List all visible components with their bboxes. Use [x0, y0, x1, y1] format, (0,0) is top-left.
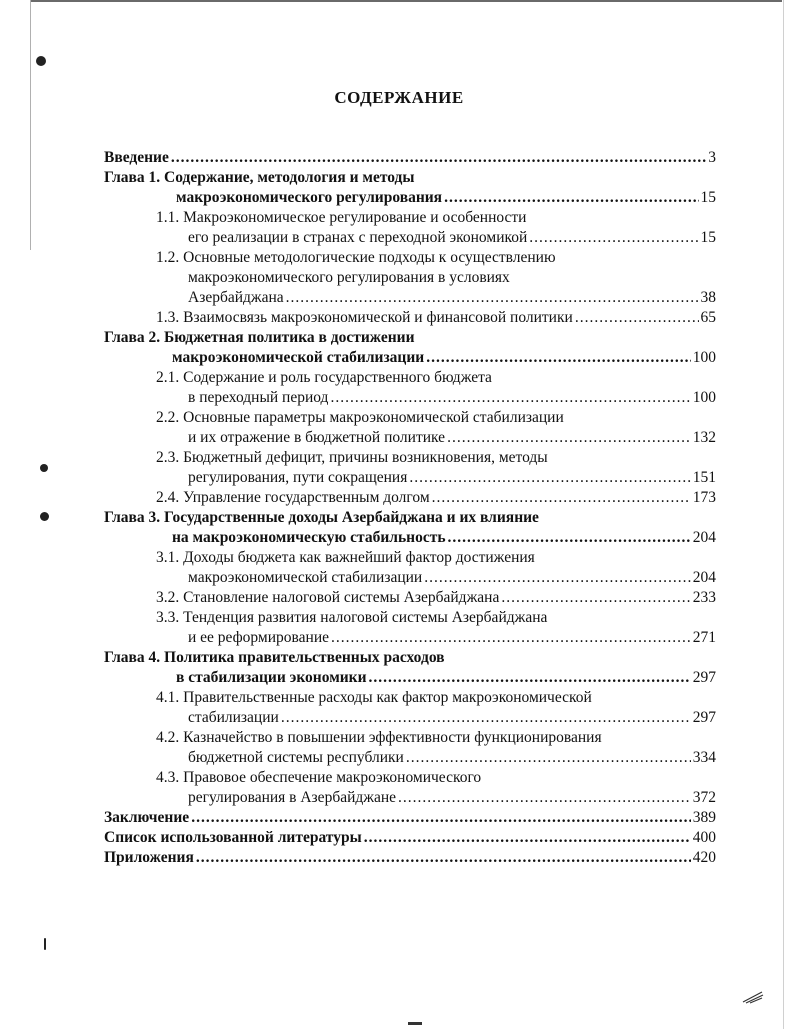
dot-leader: [281, 708, 691, 728]
scan-speck: [40, 464, 48, 472]
dot-leader: [398, 788, 691, 808]
dot-leader: [409, 468, 690, 488]
toc-chapter-4[interactable]: [176, 668, 716, 688]
toc-section-3-3[interactable]: [188, 628, 716, 648]
toc-section-4-3-line1: 4.3. Правовое обеспечение макроэкономического: [156, 769, 482, 786]
toc-section-1-2[interactable]: [188, 288, 716, 308]
toc-page-number: 3: [708, 149, 716, 166]
toc-chapter-3[interactable]: [172, 528, 716, 548]
toc-entry-label: бюджетной системы республики: [188, 749, 404, 766]
toc-section-1-1[interactable]: [188, 228, 716, 248]
toc-entry-label: в переходный период: [188, 389, 329, 406]
toc-section-4-2[interactable]: [188, 748, 716, 768]
toc-section-1-2-line2: макроэкономического регулирования в условиях: [188, 269, 510, 286]
toc-page-number: 389: [692, 809, 716, 826]
scan-mark-bottom: [408, 1022, 422, 1025]
toc-entry-label: стабилизации: [188, 709, 279, 726]
toc-entry-label: макроэкономической стабилизации: [188, 569, 423, 586]
toc-page-number: 271: [692, 629, 716, 646]
toc-entry-label: Введение: [104, 149, 169, 166]
toc-entry-label: 3.2. Становление налоговой системы Азербайджана: [156, 589, 500, 606]
toc-section-2-3[interactable]: [188, 468, 716, 488]
toc-page-number: 420: [692, 849, 716, 866]
toc-entry-label: макроэкономического регулирования: [176, 189, 443, 206]
toc-entry-label: макроэкономической стабилизации: [172, 349, 425, 366]
toc-entry-label: Список использованной литературы: [104, 829, 362, 846]
toc-section-3-1[interactable]: [188, 568, 716, 588]
toc-page-number: 65: [700, 309, 716, 326]
toc-page-number: 100: [692, 389, 716, 406]
dot-leader: [432, 488, 691, 508]
page-title: СОДЕРЖАНИЕ: [334, 88, 464, 107]
scan-speck: [44, 938, 46, 950]
toc-page-number: 15: [700, 189, 716, 206]
toc-entry-label: 2.4. Управление государственным долгом: [156, 489, 430, 506]
toc-section-1-1-line1: 1.1. Макроэкономическое регулирование и особенности: [156, 209, 527, 226]
toc-chapter-1[interactable]: [176, 188, 716, 208]
toc-section-2-1-line1: 2.1. Содержание и роль государственного бюджета: [156, 369, 492, 386]
dot-leader: [444, 188, 698, 208]
toc-page-number: 233: [692, 589, 716, 606]
toc-section-3-1-line1: 3.1. Доходы бюджета как важнейший фактор достижения: [156, 549, 535, 566]
toc-page-number: 297: [692, 709, 716, 726]
toc-chapter-4-line1: Глава 4. Политика правительственных расходов: [104, 649, 445, 666]
toc-page-number: 204: [692, 569, 716, 586]
toc-chapter-3-line1: Глава 3. Государственные доходы Азербайджана и их влияние: [104, 509, 539, 526]
dot-leader: [447, 428, 691, 448]
scan-edge-top: [30, 0, 782, 2]
toc-section-2-3-line1: 2.3. Бюджетный дефицит, причины возникновения, методы: [156, 449, 548, 466]
toc-entry-label: в стабилизации экономики: [176, 669, 367, 686]
toc-section-2-1[interactable]: [188, 388, 716, 408]
dot-leader: [501, 588, 690, 608]
toc-entry-label: Азербайджана: [188, 289, 284, 306]
toc-page-number: 100: [692, 349, 716, 366]
toc-section-1-2-line1: 1.2. Основные методологические подходы к осуществлению: [156, 249, 556, 266]
dot-leader: [171, 148, 706, 168]
toc-entry-literature[interactable]: [104, 828, 716, 848]
toc-chapter-2[interactable]: [172, 348, 716, 368]
scan-speck: [40, 512, 49, 521]
dot-leader: [330, 388, 690, 408]
toc-page-number: 151: [692, 469, 716, 486]
toc-page-number: 400: [692, 829, 716, 846]
toc-entry-intro[interactable]: [104, 148, 716, 168]
toc-section-4-3[interactable]: [188, 788, 716, 808]
toc-section-4-2-line1: 4.2. Казначейство в повышении эффективности функционирования: [156, 729, 602, 746]
toc-section-2-2[interactable]: [188, 428, 716, 448]
toc-page-number: 15: [700, 229, 716, 246]
toc-section-3-3-line1: 3.3. Тенденция развития налоговой системы Азербайджана: [156, 609, 548, 626]
toc-section-4-1[interactable]: [188, 708, 716, 728]
dot-leader: [369, 668, 691, 688]
dot-leader: [331, 628, 691, 648]
toc-chapter-1-line1: Глава 1. Содержание, методология и методы: [104, 169, 415, 186]
toc-entry-conclusion[interactable]: [104, 808, 716, 828]
toc-section-3-2[interactable]: [156, 588, 716, 608]
dot-leader: [286, 288, 699, 308]
toc-page-number: 334: [692, 749, 716, 766]
toc-section-4-1-line1: 4.1. Правительственные расходы как фактор макроэкономической: [156, 689, 592, 706]
toc-page-number: 204: [692, 529, 716, 546]
toc-page-number: 173: [692, 489, 716, 506]
toc-page-number: 38: [700, 289, 716, 306]
pen-stroke-mark: [742, 990, 764, 1004]
scan-edge-right: [783, 0, 784, 1029]
toc-entry-label: на макроэкономическую стабильность: [172, 529, 446, 546]
toc-entry-label: его реализации в странах с переходной экономикой: [188, 229, 528, 246]
toc-entry-label: регулирования, пути сокращения: [188, 469, 408, 486]
dot-leader: [424, 568, 691, 588]
dot-leader: [448, 528, 691, 548]
dot-leader: [575, 308, 699, 328]
toc-page-number: 297: [692, 669, 716, 686]
toc-section-2-2-line1: 2.2. Основные параметры макроэкономической стабилизации: [156, 409, 564, 426]
toc-page-number: 372: [692, 789, 716, 806]
dot-leader: [191, 808, 691, 828]
toc-section-1-3[interactable]: [156, 308, 716, 328]
dot-leader: [364, 828, 691, 848]
dot-leader: [196, 848, 691, 868]
dot-leader: [406, 748, 691, 768]
toc-entry-label: 1.3. Взаимосвязь макроэкономической и финансовой политики: [156, 309, 573, 326]
toc-page-number: 132: [692, 429, 716, 446]
toc-entry-appendices[interactable]: [104, 848, 716, 868]
dot-leader: [529, 228, 698, 248]
toc-entry-label: Приложения: [104, 849, 194, 866]
dot-leader: [426, 348, 691, 368]
toc-chapter-2-line1: Глава 2. Бюджетная политика в достижении: [104, 329, 415, 346]
toc-entry-label: Заключение: [104, 809, 190, 826]
toc-section-2-4[interactable]: [156, 488, 716, 508]
scan-speck: [36, 56, 46, 66]
toc-entry-label: и их отражение в бюджетной политике: [188, 429, 446, 446]
toc-entry-label: и ее реформирование: [188, 629, 329, 646]
toc-entry-label: регулирования в Азербайджане: [188, 789, 397, 806]
scan-edge-left: [30, 0, 31, 250]
